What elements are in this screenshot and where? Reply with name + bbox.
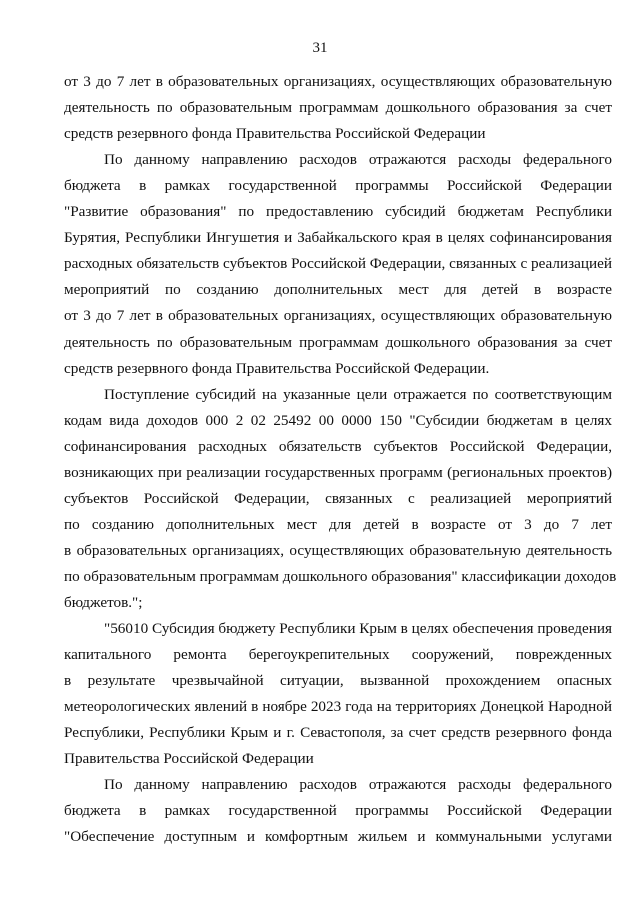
text-line: от 3 до 7 лет в образовательных организациях, осуществляющих образовательную: [64, 307, 612, 325]
text-line: от 3 до 7 лет в образовательных организациях, осуществляющих образовательную: [64, 73, 612, 90]
text-line: "56010 Субсидия бюджету Республики Крым в целях обеспечения проведения: [104, 620, 612, 638]
text-line: мероприятий по созданию дополнительных мест для детей в возрасте: [64, 281, 612, 299]
text-line: капитального ремонта берегоукрепительных сооружений, поврежденных: [64, 646, 612, 664]
text-line: бюджета в рамках государственной программы Российской Федерации: [64, 802, 612, 820]
text-line: кодам вида доходов 000 2 02 25492 00 0000 150 "Субсидии бюджетам в целях: [64, 411, 612, 429]
text-line: возникающих при реализации государственных программ (региональных проектов): [64, 463, 612, 481]
text-line: По данному направлению расходов отражаются расходы федерального: [104, 151, 612, 169]
text-line: по созданию дополнительных мест для детей в возрасте от 3 до 7 лет: [64, 515, 612, 533]
text-line: софинансирования расходных обязательств субъектов Российской Федерации,: [64, 437, 612, 455]
text-line: расходных обязательств субъектов Российской Федерации, связанных с реализацией: [64, 255, 612, 273]
text-line: Республики, Республики Крым и г. Севастополя, за счет средств резервного фонда: [64, 724, 612, 742]
text-line: "Обеспечение доступным и комфортным жильем и коммунальными услугами: [64, 828, 612, 846]
text-line: бюджета в рамках государственной программы Российской Федерации: [64, 177, 612, 195]
text-line: бюджетов.";: [64, 594, 143, 611]
text-line: деятельность по образовательным программам дошкольного образования за счет: [64, 333, 612, 351]
text-line: По данному направлению расходов отражаются расходы федерального: [104, 776, 612, 794]
text-line: по образовательным программам дошкольного образования" классификации доходов: [64, 567, 617, 585]
page-number: 31: [312, 40, 328, 56]
text-line: Правительства Российской Федерации: [64, 750, 314, 768]
text-line: средств резервного фонда Правительства Российской Федерации.: [64, 359, 490, 377]
text-line: метеорологических явлений в ноябре 2023 года на территориях Донецкой Народной: [64, 698, 612, 716]
text-line: субъектов Российской Федерации, связанных с реализацией мероприятий: [64, 489, 612, 507]
text-line: "Развитие образования" по предоставлению субсидий бюджетам Республики: [64, 203, 612, 221]
text-line: в результате чрезвычайной ситуации, вызванной прохождением опасных: [64, 672, 612, 690]
text-line: деятельность по образовательным программам дошкольного образования за счет: [64, 99, 612, 117]
text-line: Бурятия, Республики Ингушетия и Забайкальского края в целях софинансирования: [64, 229, 612, 247]
text-line: в образовательных организациях, осуществляющих образовательную деятельность: [64, 541, 612, 559]
text-line: Поступление субсидий на указанные цели отражается по соответствующим: [104, 385, 612, 403]
text-line: средств резервного фонда Правительства Российской Федерации: [64, 125, 486, 143]
